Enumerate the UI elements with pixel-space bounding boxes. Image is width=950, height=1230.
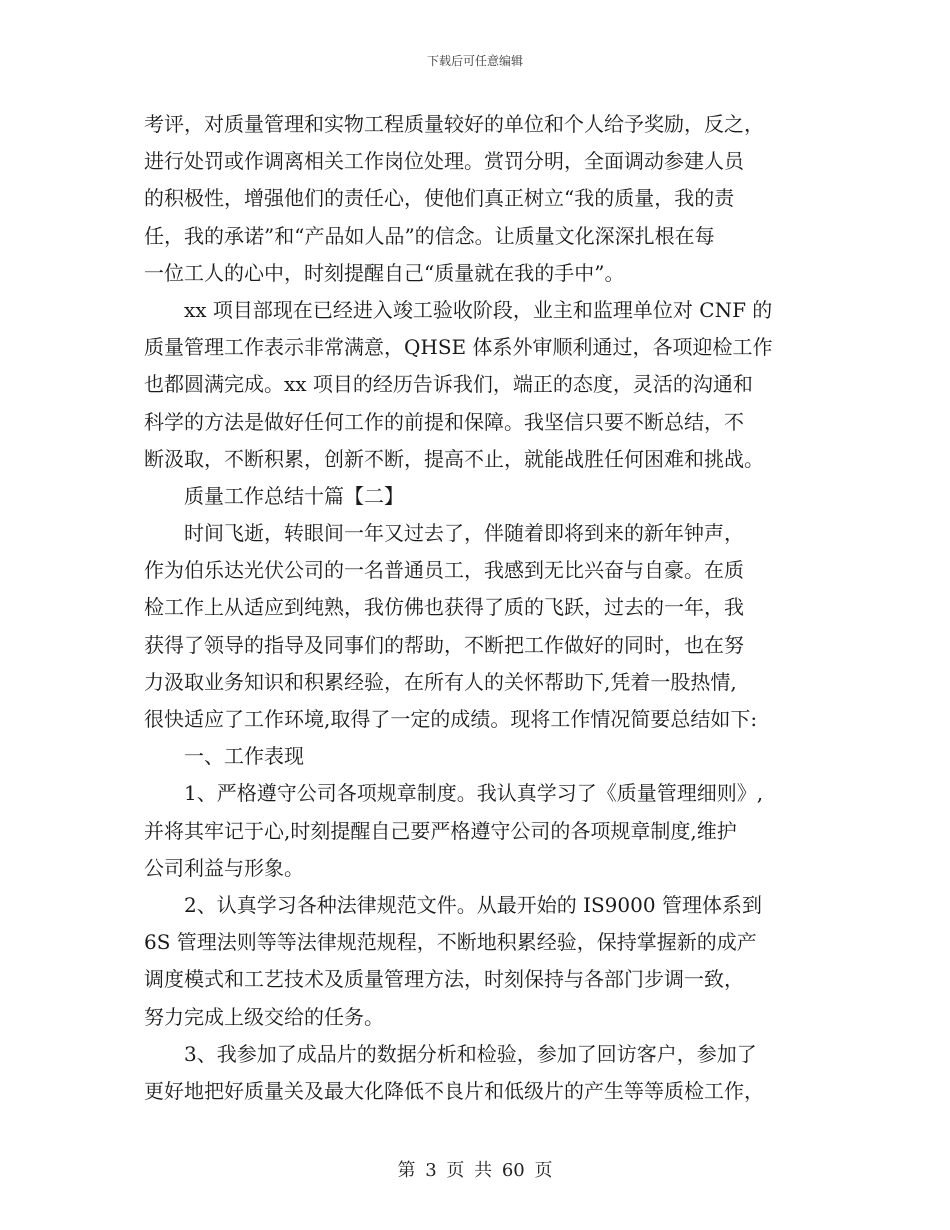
text-line: 并将其牢记于心,时刻提醒自己要严格遵守公司的各项规章制度,维护 bbox=[144, 818, 737, 843]
text-line: 一、工作表现 bbox=[184, 744, 304, 769]
text-line: 一位工人的心中，时刻提醒自己“质量就在我的手中”。 bbox=[144, 260, 625, 285]
text-line: 很快适应了工作环境,取得了一定的成绩。现将工作情况简要总结如下: bbox=[144, 707, 758, 731]
text-line: 的积极性，增强他们的责任心，使他们真正树立“我的质量，我的责 bbox=[144, 186, 735, 211]
text-line: 获得了领导的指导及同事们的帮助，不断把工作做好的同时，也在努 bbox=[144, 632, 744, 657]
text-line: 质量工作总结十篇【二】 bbox=[184, 483, 404, 508]
text-line: 时间飞逝，转眼间一年又过去了，伴随着即将到来的新年钟声， bbox=[184, 521, 744, 546]
text-line: 努力完成上级交给的任务。 bbox=[144, 1004, 384, 1029]
text-line: 也都圆满完成。xx 项目的经历告诉我们，端正的态度，灵活的沟通和 bbox=[144, 372, 753, 397]
text-line: 力汲取业务知识和积累经验，在所有人的关怀帮助下,凭着一股热情, bbox=[144, 669, 737, 694]
text-line: 作为伯乐达光伏公司的一名普通员工，我感到无比兴奋与自豪。在质 bbox=[144, 558, 744, 583]
text-line: 考评，对质量管理和实物工程质量较好的单位和个人给予奖励，反之， bbox=[144, 112, 764, 136]
text-line: 检工作上从适应到纯熟，我仿佛也获得了质的飞跃，过去的一年，我 bbox=[144, 595, 744, 620]
text-line: 3、我参加了成品片的数据分析和检验，参加了回访客户，参加了 bbox=[184, 1041, 757, 1066]
text-line: 任，我的承诺”和“产品如人品”的信念。让质量文化深深扎根在每 bbox=[144, 223, 715, 248]
text-line: 公司利益与形象。 bbox=[144, 855, 304, 880]
text-line: 科学的方法是做好任何工作的前提和保障。我坚信只要不断总结，不 bbox=[144, 409, 744, 434]
text-line: 质量管理工作表示非常满意，QHSE 体系外审顺利通过，各项迎检工作 bbox=[144, 335, 773, 360]
text-line: 1、严格遵守公司各项规章制度。我认真学习了《质量管理细则》, bbox=[184, 781, 764, 806]
text-line: 6S 管理法则等等法律规范规程，不断地积累经验，保持掌握新的成产 bbox=[144, 930, 757, 955]
text-line: 断汲取，不断积累，创新不断，提高不止，就能战胜任何困难和挑战。 bbox=[144, 446, 764, 471]
text-line: xx 项目部现在已经进入竣工验收阶段，业主和监理单位对 CNF 的 bbox=[184, 297, 773, 322]
document-body bbox=[144, 106, 810, 1110]
text-line: 更好地把好质量关及最大化降低不良片和低级片的产生等等质检工作， bbox=[144, 1078, 764, 1103]
text-line: 调度模式和工艺技术及质量管理方法，时刻保持与各部门步调一致， bbox=[144, 967, 744, 992]
text-line: 2、认真学习各种法律规范文件。从最开始的 IS9000 管理体系到 bbox=[184, 892, 762, 917]
page-footer: 第 3 页 共 60 页 bbox=[397, 1160, 553, 1181]
text-line: 进行处罚或作调离相关工作岗位处理。赏罚分明，全面调动参建人员 bbox=[144, 149, 744, 174]
page-header: 下载后可任意编辑 bbox=[426, 54, 523, 68]
